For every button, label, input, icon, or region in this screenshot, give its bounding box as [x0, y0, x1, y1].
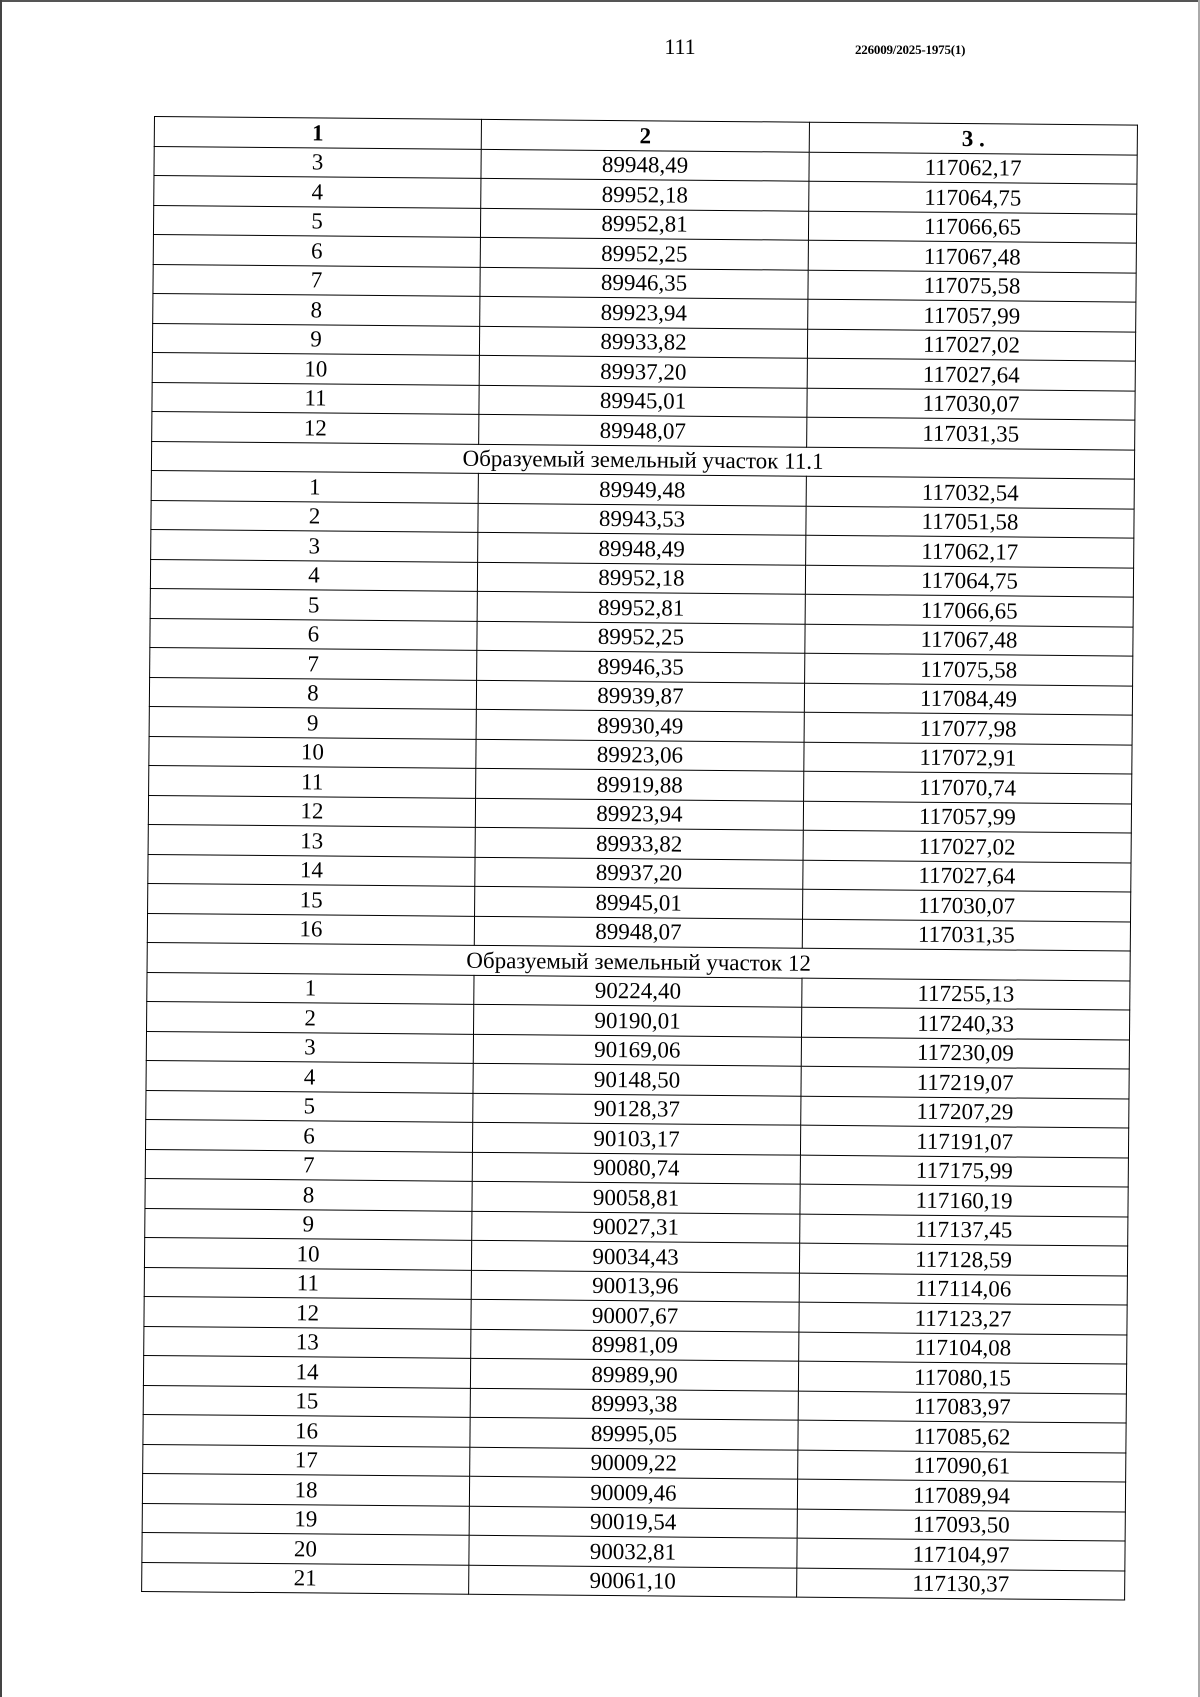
point-number-cell: 3 — [154, 146, 481, 178]
document-id: 226009/2025-1975(1) — [855, 42, 966, 57]
coordinate-x-cell: 90019,54 — [469, 1506, 797, 1538]
point-number-cell: 4 — [146, 1060, 473, 1092]
coordinate-x-cell: 89989,90 — [470, 1358, 798, 1390]
coordinate-x-cell: 89952,25 — [477, 621, 805, 653]
coordinate-y-cell: 117027,64 — [807, 358, 1135, 390]
point-number-cell: 11 — [149, 765, 476, 797]
point-number-cell: 16 — [147, 913, 474, 945]
coordinate-x-cell: 89993,38 — [470, 1388, 798, 1420]
page-number: 111 — [664, 34, 696, 59]
column-header: 3 . — [809, 122, 1137, 154]
point-number-cell: 12 — [148, 795, 475, 827]
point-number-cell: 15 — [143, 1385, 470, 1417]
coordinate-y-cell: 117064,75 — [809, 181, 1137, 213]
point-number-cell: 13 — [148, 824, 475, 856]
coordinate-y-cell: 117066,65 — [805, 594, 1133, 626]
coordinate-y-cell: 117075,58 — [808, 270, 1136, 302]
point-number-cell: 7 — [145, 1149, 472, 1181]
point-number-cell: 1 — [151, 470, 478, 502]
coordinate-x-cell: 90034,43 — [471, 1240, 799, 1272]
coordinate-y-cell: 117027,64 — [803, 860, 1131, 892]
point-number-cell: 10 — [152, 352, 479, 384]
coordinate-x-cell: 90080,74 — [472, 1152, 800, 1184]
point-number-cell: 4 — [150, 559, 477, 591]
point-number-cell: 8 — [149, 677, 476, 709]
coordinate-y-cell: 117255,13 — [802, 978, 1130, 1010]
point-number-cell: 20 — [142, 1532, 469, 1564]
coordinate-x-cell: 89937,20 — [479, 355, 807, 387]
coordinate-y-cell: 117191,07 — [800, 1125, 1128, 1157]
coordinate-y-cell: 117084,49 — [804, 683, 1132, 715]
point-number-cell: 6 — [153, 234, 480, 266]
coordinate-y-cell: 117075,58 — [805, 653, 1133, 685]
coordinate-y-cell: 117207,29 — [801, 1096, 1129, 1128]
point-number-cell: 7 — [150, 647, 477, 679]
coordinate-x-cell: 89946,35 — [480, 267, 808, 299]
column-header: 2 — [481, 119, 809, 151]
point-number-cell: 5 — [146, 1090, 473, 1122]
coordinate-y-cell: 117083,97 — [798, 1391, 1126, 1423]
coordinate-x-cell: 89945,01 — [475, 886, 803, 918]
point-number-cell: 2 — [151, 500, 478, 532]
coordinate-y-cell: 117130,37 — [797, 1568, 1125, 1600]
coordinate-x-cell: 89943,53 — [478, 503, 806, 535]
coordinate-x-cell: 89949,48 — [478, 473, 806, 505]
point-number-cell: 3 — [146, 1031, 473, 1063]
point-number-cell: 13 — [144, 1326, 471, 1358]
coordinate-y-cell: 117175,99 — [800, 1155, 1128, 1187]
coordinate-x-cell: 89930,49 — [476, 709, 804, 741]
coordinate-y-cell: 117160,19 — [800, 1184, 1128, 1216]
point-number-cell: 10 — [149, 736, 476, 768]
coordinate-y-cell: 117230,09 — [801, 1037, 1129, 1069]
point-number-cell: 5 — [150, 588, 477, 620]
coordinate-y-cell: 117085,62 — [798, 1420, 1126, 1452]
coordinate-y-cell: 117064,75 — [805, 565, 1133, 597]
coordinate-x-cell: 90190,01 — [474, 1004, 802, 1036]
coordinate-y-cell: 117072,91 — [804, 742, 1132, 774]
section-title: Образуемый земельный участок 12 — [147, 942, 1130, 980]
point-number-cell: 2 — [147, 1001, 474, 1033]
coordinate-x-cell: 89946,35 — [477, 650, 805, 682]
table-body — [142, 146, 1138, 1600]
coordinate-x-cell: 89952,81 — [477, 591, 805, 623]
coordinate-x-cell: 89937,20 — [475, 857, 803, 889]
coordinate-x-cell: 89952,18 — [481, 178, 809, 210]
coordinate-x-cell: 89948,49 — [481, 149, 809, 181]
coordinate-x-cell: 90058,81 — [472, 1181, 800, 1213]
coordinate-y-cell: 117062,17 — [809, 152, 1137, 184]
coordinate-x-cell: 90009,22 — [470, 1447, 798, 1479]
coordinate-y-cell: 117137,45 — [800, 1214, 1128, 1246]
coordinate-x-cell: 90169,06 — [473, 1034, 801, 1066]
point-number-cell: 6 — [150, 618, 477, 650]
section-title: Образуемый земельный участок 11.1 — [151, 441, 1134, 479]
point-number-cell: 9 — [152, 323, 479, 355]
coordinate-y-cell: 117067,48 — [805, 624, 1133, 656]
coordinate-x-cell: 90027,31 — [472, 1211, 800, 1243]
point-number-cell: 17 — [143, 1444, 470, 1476]
coordinate-x-cell: 90148,50 — [473, 1063, 801, 1095]
coordinate-x-cell: 89923,94 — [475, 798, 803, 830]
coordinate-y-cell: 117070,74 — [804, 771, 1132, 803]
coordinate-x-cell: 89948,07 — [479, 414, 807, 446]
point-number-cell: 11 — [152, 382, 479, 414]
scan-edge-top — [0, 0, 1200, 2]
coordinate-x-cell: 89933,82 — [479, 326, 807, 358]
point-number-cell: 12 — [144, 1296, 471, 1328]
coordinate-y-cell: 117057,99 — [808, 299, 1136, 331]
coordinate-y-cell: 117067,48 — [808, 240, 1136, 272]
coordinate-x-cell: 89981,09 — [471, 1329, 799, 1361]
coordinate-x-cell: 89923,06 — [476, 739, 804, 771]
coordinate-y-cell: 117114,06 — [799, 1273, 1127, 1305]
coordinate-y-cell: 117030,07 — [803, 889, 1131, 921]
coordinate-x-cell: 89933,82 — [475, 827, 803, 859]
point-number-cell: 21 — [142, 1562, 469, 1594]
coordinate-y-cell: 117089,94 — [797, 1479, 1125, 1511]
point-number-cell: 4 — [154, 176, 481, 208]
coordinate-x-cell: 89945,01 — [479, 385, 807, 417]
coordinate-x-cell: 89939,87 — [476, 680, 804, 712]
point-number-cell: 7 — [153, 264, 480, 296]
coordinate-y-cell: 117032,54 — [806, 476, 1134, 508]
point-number-cell: 1 — [147, 972, 474, 1004]
coordinate-x-cell: 89923,94 — [480, 296, 808, 328]
coordinate-x-cell: 90061,10 — [469, 1565, 797, 1597]
coordinate-y-cell: 117219,07 — [801, 1066, 1129, 1098]
coordinate-x-cell: 90224,40 — [474, 975, 802, 1007]
point-number-cell: 6 — [145, 1119, 472, 1151]
point-number-cell: 3 — [151, 529, 478, 561]
point-number-cell: 8 — [145, 1178, 472, 1210]
coordinate-x-cell: 90007,67 — [471, 1299, 799, 1331]
point-number-cell: 10 — [144, 1237, 471, 1269]
coordinate-y-cell: 117104,08 — [799, 1332, 1127, 1364]
coordinate-x-cell: 90013,96 — [471, 1270, 799, 1302]
coordinate-y-cell: 117090,61 — [798, 1450, 1126, 1482]
coordinate-y-cell: 117104,97 — [797, 1538, 1125, 1570]
coordinate-x-cell: 89948,49 — [478, 532, 806, 564]
coordinate-y-cell: 117027,02 — [803, 830, 1131, 862]
point-number-cell: 11 — [144, 1267, 471, 1299]
point-number-cell: 14 — [148, 854, 475, 886]
point-number-cell: 9 — [145, 1208, 472, 1240]
coordinate-y-cell: 117123,27 — [799, 1302, 1127, 1334]
point-number-cell: 5 — [153, 205, 480, 237]
point-number-cell: 18 — [142, 1473, 469, 1505]
coordinate-y-cell: 117128,59 — [799, 1243, 1127, 1275]
coordinate-y-cell: 117062,17 — [806, 535, 1134, 567]
coordinate-y-cell: 117077,98 — [804, 712, 1132, 744]
coordinate-x-cell: 89952,25 — [480, 237, 808, 269]
point-number-cell: 14 — [143, 1355, 470, 1387]
scan-edge-left — [0, 0, 2, 1697]
coordinate-x-cell: 89948,07 — [474, 916, 802, 948]
column-header: 1 — [154, 117, 481, 149]
coordinate-y-cell: 117030,07 — [807, 388, 1135, 420]
coordinate-y-cell: 117031,35 — [802, 919, 1130, 951]
point-number-cell: 19 — [142, 1503, 469, 1535]
coordinate-x-cell: 89995,05 — [470, 1417, 798, 1449]
coordinate-y-cell: 117057,99 — [803, 801, 1131, 833]
coordinate-x-cell: 89952,18 — [477, 562, 805, 594]
point-number-cell: 12 — [152, 411, 479, 443]
coordinate-y-cell: 117066,65 — [808, 211, 1136, 243]
coordinate-x-cell: 90128,37 — [473, 1093, 801, 1125]
coordinate-x-cell: 90103,17 — [472, 1122, 800, 1154]
coordinate-x-cell: 89919,88 — [476, 768, 804, 800]
point-number-cell: 8 — [153, 293, 480, 325]
point-number-cell: 9 — [149, 706, 476, 738]
coordinate-y-cell: 117051,58 — [806, 506, 1134, 538]
point-number-cell: 16 — [143, 1414, 470, 1446]
coordinates-table — [141, 116, 1138, 1601]
coordinate-y-cell: 117027,02 — [807, 329, 1135, 361]
coordinate-x-cell: 90009,46 — [469, 1476, 797, 1508]
coordinate-x-cell: 89952,81 — [480, 208, 808, 240]
coordinate-y-cell: 117240,33 — [801, 1007, 1129, 1039]
coordinate-y-cell: 117080,15 — [798, 1361, 1126, 1393]
coordinate-y-cell: 117031,35 — [807, 417, 1135, 449]
coordinate-x-cell: 90032,81 — [469, 1535, 797, 1567]
point-number-cell: 15 — [148, 883, 475, 915]
coordinate-y-cell: 117093,50 — [797, 1509, 1125, 1541]
